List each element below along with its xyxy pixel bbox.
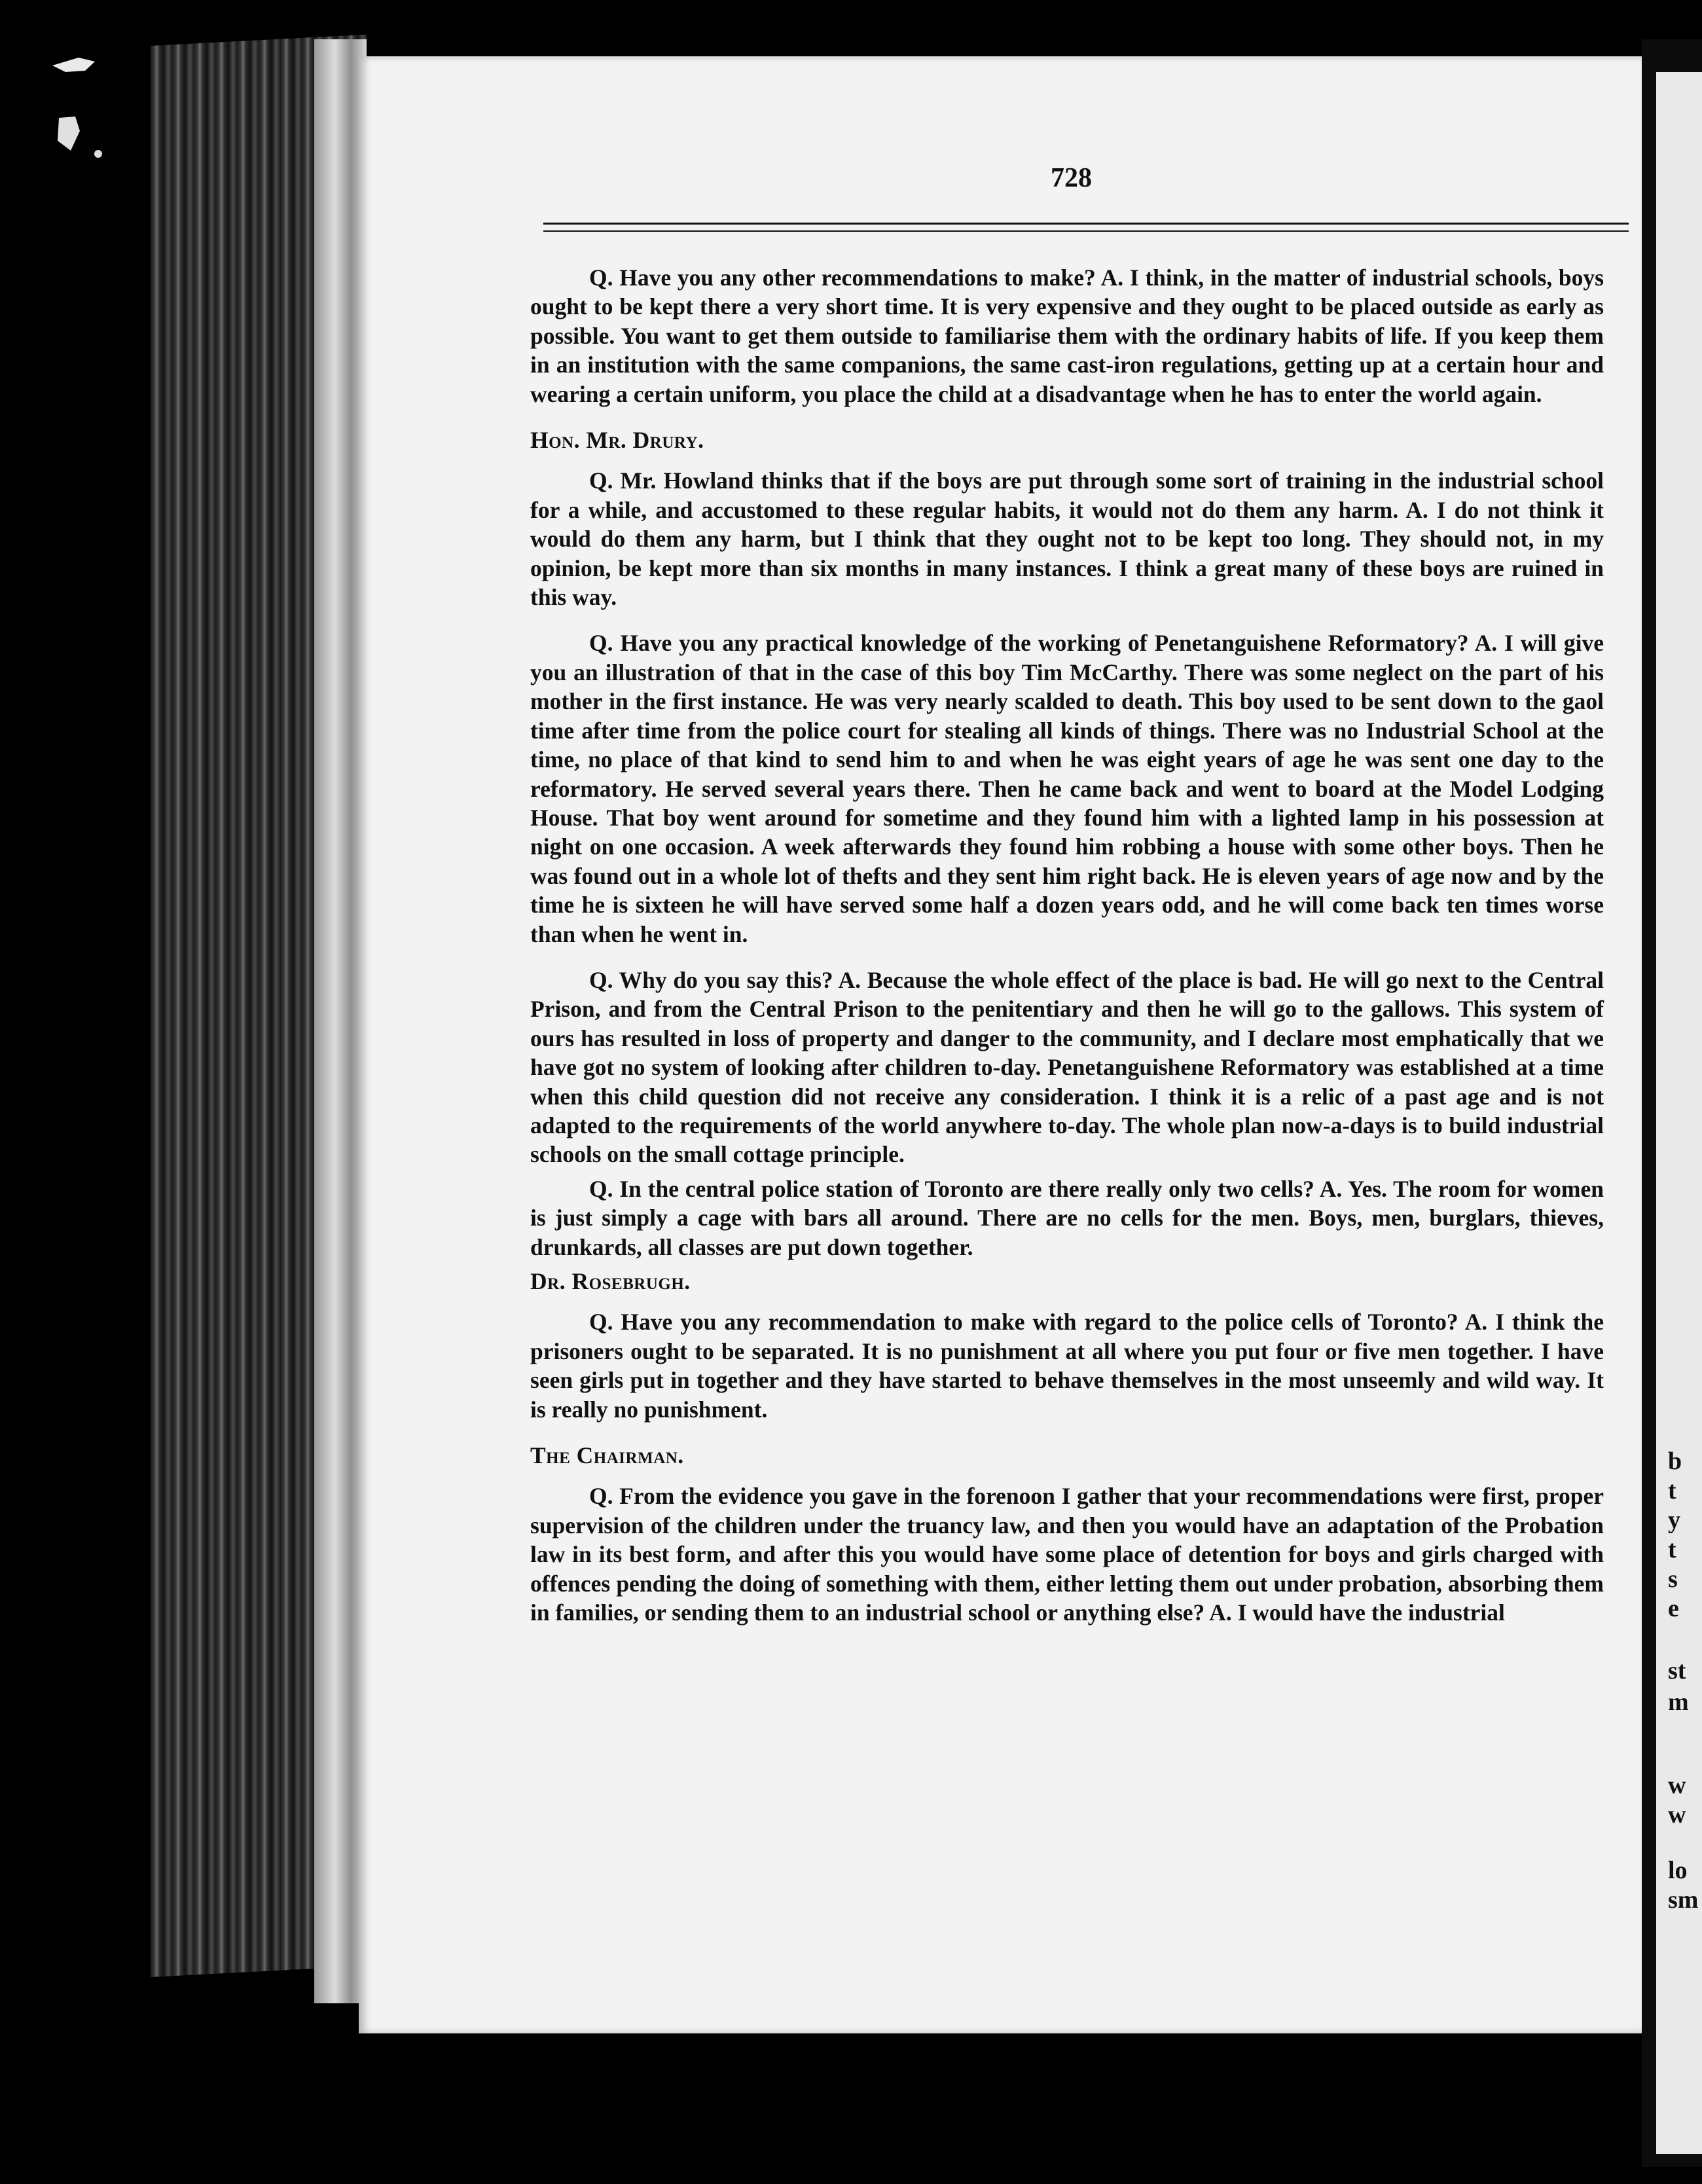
speaker-heading: Hon. Mr. Drury. [530, 427, 704, 454]
adjacent-page-fragment: s [1668, 1565, 1678, 1593]
adjacent-page-fragment: b [1668, 1447, 1682, 1475]
adjacent-page-fragment: lo [1668, 1857, 1688, 1884]
adjacent-page-fragment: sm [1668, 1886, 1699, 1914]
adjacent-page-fragment: w [1668, 1772, 1686, 1799]
paragraph: Q. Mr. Howland thinks that if the boys are put through some sort of training in the industrial school for a while, and accustomed to these regular habits, it would not do them any harm. A. I do not think it would do them any harm, but I think that they ought not to be kept too long. They should not, in my opinion, be kept more than six months in many instances. I think a great many of these boys are ruined in this way. [530, 467, 1604, 611]
testimony-text [530, 263, 1604, 1627]
paragraph: Q. In the central police station of Toronto are there really only two cells? A. Yes. The room for women is just simply a cage with bars all around. There are no cells for the men. Boys, men, burglars, thieves, drunkards, all classes are put down together. [530, 1175, 1604, 1260]
adjacent-page-fragment: t [1668, 1477, 1676, 1504]
paragraph: Q. Have you any recommendation to make with regard to the police cells of Toronto? A. I think the prisoners ought to be separated. It is no punishment at all where you put four or five men together. I have seen girls put in together and they have started to behave themselves in the most unseemly and wild way. It is really no punishment. [530, 1309, 1604, 1423]
paragraph: Q. From the evidence you gave in the forenoon I gather that your recommendations were first, proper supervision of the children under the truancy law, and then you would have an adaptation of the Probation law in its best form, and after this you would have some place of detention for boys and girls charged with offences pending the doing of something with them, either letting them out under probation, absorbing them in families, or sending them to an industrial school or anything else? A. I would have the industrial [530, 1483, 1604, 1626]
adjacent-page-fragment: w [1668, 1801, 1686, 1829]
paragraph: Q. Have you any practical knowledge of the working of Penetanguishene Reformatory? A. I will give you an illustration of that in the case of this boy Tim McCarthy. There was some neglect on the part of his mother in the first instance. He was very nearly scalded to death. This boy used to be sent down to the gaol time after time from the police court for stealing all kinds of things. There was no Industrial School at the time, no place of that kind to send him to and when he was eight years of age he was sent one day to the reformatory. He served several years there. Then he came back and went to board at the Model Lodging House. That boy went around for sometime and they found him with a lighted lamp in his possession at night on one occasion. A week afterwards they found him robbing a house with some other boys. Then he was found out in a whole lot of thefts and they sent him right back. He is eleven years of age now and by the time he is sixteen he will have served some half a dozen years odd, and he will come back ten times worse than when he went in. [530, 630, 1604, 947]
speaker-heading: Dr. Rosebrugh. [530, 1268, 691, 1294]
adjacent-page-fragment: st [1668, 1657, 1686, 1684]
scan-specks [39, 52, 118, 223]
adjacent-page-fragment: m [1668, 1688, 1689, 1716]
paragraph: Q. Have you any other recommendations to make? A. I think, in the matter of industrial schools, boys ought to be kept there a very short time. It is very expensive and they ought to be placed outside as early as possible. You want to get them outside to familiarise them with the ordinary habits of life. If you keep them in an institution with the same companions, the same cast-iron regulations, getting up at a certain hour and wearing a certain uniform, you place the child at a disadvantage when he has to enter the world again. [530, 264, 1604, 407]
paragraph: Q. Why do you say this? A. Because the whole effect of the place is bad. He will go next to the Central Prison, and from the Central Prison to the penitentiary and then he will go to the gallows. This system of ours has resulted in loss of property and danger to the community, and I declare most emphatically that we have got no system of looking after children to-day. Penetanguishene Reformatory was established at a time when this child question did not receive any consideration. I think it is a relic of a past age and is not adapted to the requirements of the world anywhere to-day. The whole plan now-a-days is to build industrial schools on the small cottage principle. [530, 966, 1604, 1168]
speaker-heading: The Chairman. [530, 1442, 684, 1469]
page-number: 728 [1051, 163, 1092, 193]
header-rule-bottom [543, 230, 1629, 232]
header-rule-top [543, 223, 1629, 225]
adjacent-page-fragment: y [1668, 1506, 1680, 1534]
adjacent-page-fragment: t [1668, 1536, 1676, 1563]
adjacent-page-fragment: e [1668, 1595, 1679, 1622]
adjacent-page [1656, 72, 1702, 2154]
